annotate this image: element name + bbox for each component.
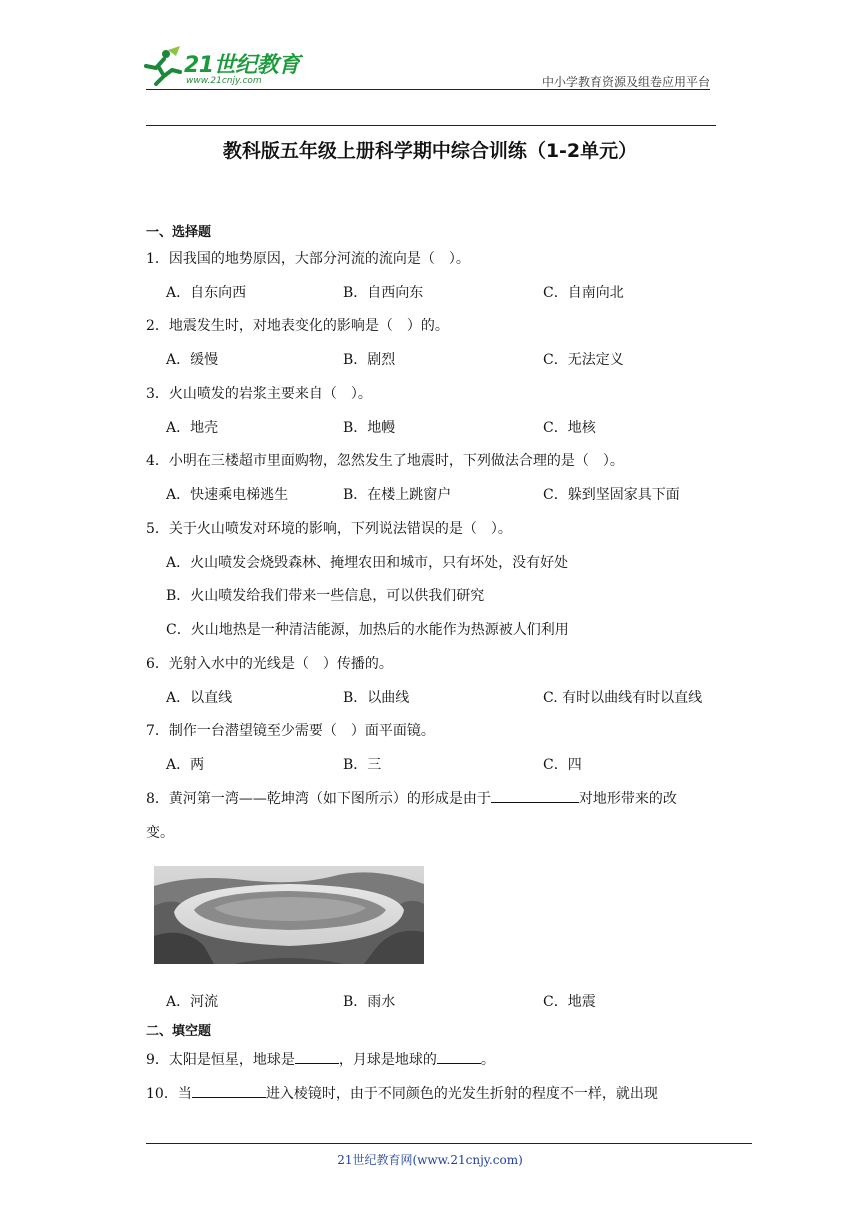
footer-link[interactable]: 21世纪教育网(www.21cnjy.com): [337, 1153, 523, 1167]
river-bend-photo: [154, 866, 424, 964]
q6-option-a: A．以直线: [166, 690, 233, 706]
question-3: 3．火山喷发的岩浆主要来自（ ）。: [146, 386, 372, 402]
q4-option-c: C．躲到坚固家具下面: [543, 487, 680, 503]
q8-option-c: C．地震: [543, 994, 596, 1010]
q3-option-b: B．地幔: [343, 420, 396, 436]
footer-divider: [146, 1143, 752, 1144]
q3-option-c: C．地核: [543, 420, 596, 436]
answer-blank[interactable]: [437, 1049, 481, 1064]
q4-option-a: A．快速乘电梯逃生: [166, 487, 289, 503]
question-5: 5．关于火山喷发对环境的影响，下列说法错误的是（ ）。: [146, 521, 512, 537]
q2-option-b: B．剧烈: [343, 352, 396, 368]
q6-option-c: C. 有时以曲线有时以直线: [543, 690, 703, 706]
q1-option-b: B．自西向东: [343, 285, 424, 301]
question-8-continued: 变。: [146, 825, 174, 841]
question-2: 2．地震发生时，对地表变化的影响是（ ）的。: [146, 318, 449, 334]
q5-option-c: C．火山地热是一种清洁能源，加热后的水能作为热源被人们利用: [166, 622, 569, 638]
q3-option-a: A．地壳: [166, 420, 219, 436]
logo-url: www.21cnjy.com: [186, 76, 262, 86]
answer-blank[interactable]: [491, 788, 579, 803]
q7-option-c: C．四: [543, 757, 582, 773]
question-6: 6．光射入水中的光线是（ ）传播的。: [146, 656, 393, 672]
question-7: 7．制作一台潜望镜至少需要（ ）面平面镜。: [146, 723, 435, 739]
header-divider: [146, 89, 710, 90]
q7-option-a: A．两: [166, 757, 205, 773]
answer-blank[interactable]: [295, 1049, 339, 1064]
q2-option-c: C．无法定义: [543, 352, 624, 368]
question-1: 1．因我国的地势原因，大部分河流的流向是（ ）。: [146, 251, 470, 267]
logo: [140, 46, 310, 92]
question-4: 4．小明在三楼超市里面购物，忽然发生了地震时，下列做法合理的是（ ）。: [146, 453, 624, 469]
question-8: 8．黄河第一湾——乾坤湾（如下图所示）的形成是由于 对地形带来的改: [146, 788, 677, 808]
question-10: 10．当 进入棱镜时，由于不同颜色的光发生折射的程度不一样，就出现: [146, 1083, 658, 1103]
q8-option-a: A．河流: [166, 994, 219, 1010]
section-choice-heading: 一、选择题: [146, 225, 212, 240]
q5-option-b: B．火山喷发给我们带来一些信息，可以供我们研究: [166, 588, 485, 604]
logo-text: 21世纪教育: [184, 53, 300, 78]
q8-option-b: B．雨水: [343, 994, 396, 1010]
q1-option-c: C．自南向北: [543, 285, 624, 301]
q2-option-a: A．缓慢: [166, 352, 219, 368]
answer-blank[interactable]: [192, 1083, 266, 1098]
page-title: 教科版五年级上册科学期中综合训练（1-2单元）: [222, 140, 638, 162]
platform-name: 中小学教育资源及组卷应用平台: [541, 75, 710, 89]
section-fill-heading: 二、填空题: [146, 1024, 212, 1039]
q4-option-b: B．在楼上跳窗户: [343, 487, 452, 503]
runner-logo-icon: [140, 46, 184, 86]
title-divider: [146, 125, 716, 126]
question-9: 9．太阳是恒星，地球是 ，月球是地球的 。: [146, 1049, 495, 1069]
q1-option-a: A．自东向西: [166, 285, 247, 301]
q6-option-b: B．以曲线: [343, 690, 410, 706]
q7-option-b: B．三: [343, 757, 382, 773]
q5-option-a: A．火山喷发会烧毁森林、掩埋农田和城市，只有坏处，没有好处: [166, 555, 569, 571]
